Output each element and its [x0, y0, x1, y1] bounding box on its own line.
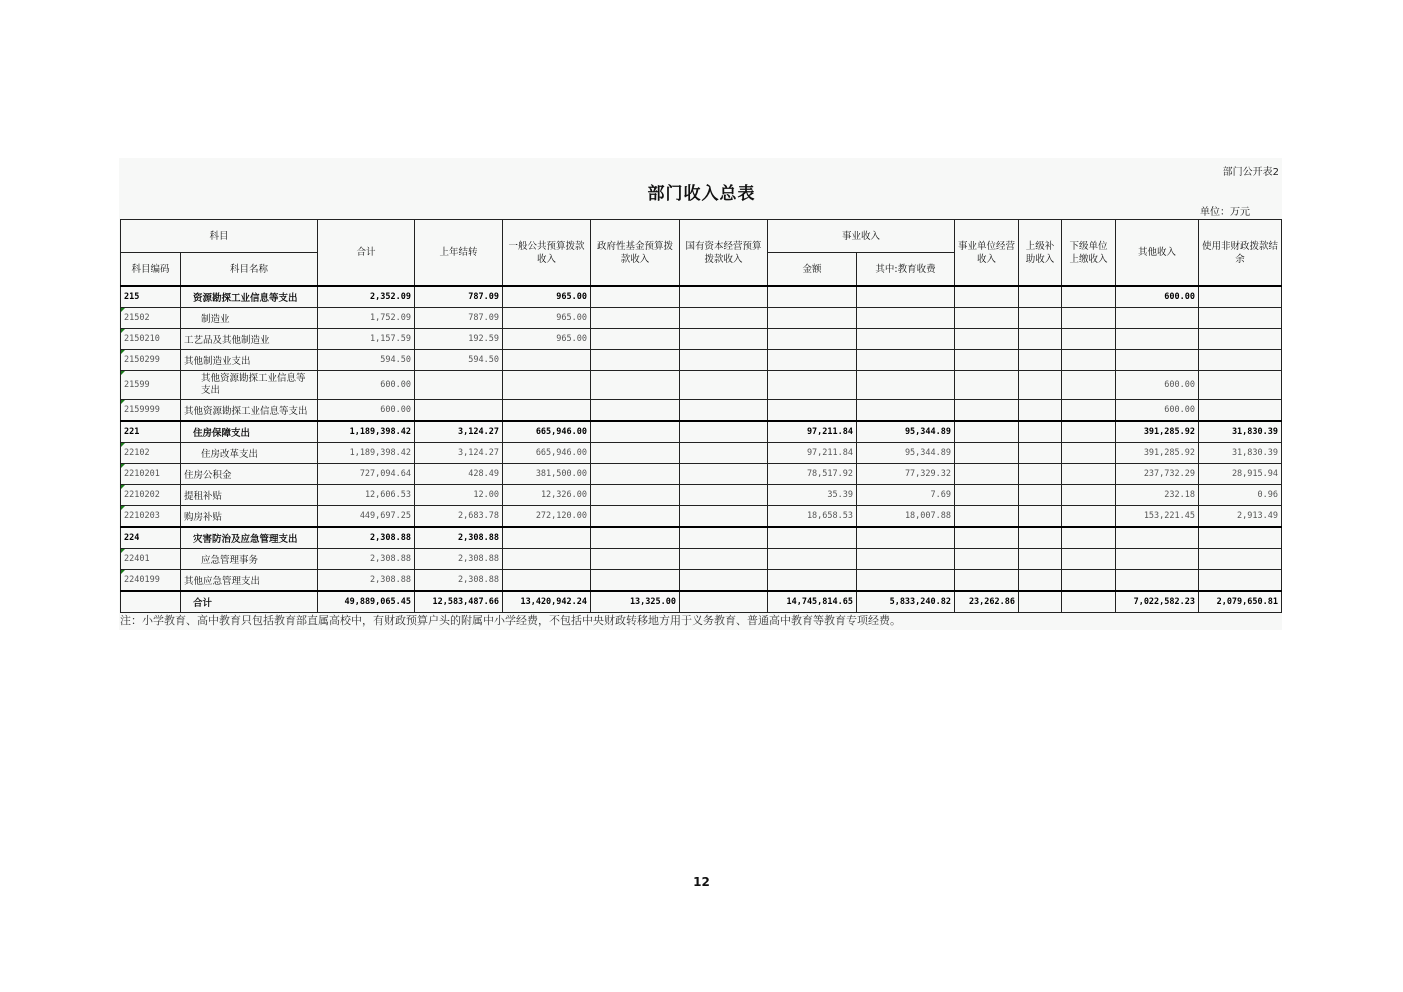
- cell-nonfiscal: [1199, 286, 1282, 308]
- cell-amount: [768, 286, 857, 308]
- cell-operating: [955, 549, 1019, 570]
- cell-other: 600.00: [1116, 400, 1199, 422]
- cell-superior: [1019, 308, 1062, 329]
- cell-name: 其他制造业支出: [181, 350, 318, 371]
- cell-gov-fund: [591, 506, 680, 528]
- cell-nonfiscal: 0.96: [1199, 485, 1282, 506]
- cell-name: 住房公积金: [181, 464, 318, 485]
- cell-carryover: 2,683.78: [415, 506, 503, 528]
- cell-edu-fee: 95,344.89: [857, 421, 955, 443]
- table-row: [121, 286, 1282, 308]
- cell-other: [1116, 350, 1199, 371]
- header-business-income: 事业收入: [768, 220, 955, 253]
- cell-nonfiscal: [1199, 371, 1282, 400]
- total-other: 7,022,582.23: [1116, 591, 1199, 613]
- cell-carryover: 2,308.88: [415, 527, 503, 549]
- cell-gov-fund: [591, 527, 680, 549]
- cell-amount: [768, 371, 857, 400]
- cell-total: 1,189,398.42: [318, 443, 415, 464]
- cell-code: [121, 485, 181, 506]
- cell-amount: [768, 400, 857, 422]
- cell-operating: [955, 350, 1019, 371]
- cell-marker-icon: [121, 570, 125, 574]
- table-row: [121, 570, 1282, 592]
- cell-total: 594.50: [318, 350, 415, 371]
- total-carryover: 12,583,487.66: [415, 591, 503, 613]
- cell-edu-fee: [857, 350, 955, 371]
- cell-general: 965.00: [503, 329, 591, 350]
- cell-code-text: 2159999: [124, 405, 160, 415]
- cell-state-cap: [680, 371, 768, 400]
- form-number: 部门公开表2: [1222, 167, 1279, 178]
- cell-amount: [768, 570, 857, 592]
- cell-state-cap: [680, 350, 768, 371]
- cell-nonfiscal: 31,830.39: [1199, 443, 1282, 464]
- cell-gov-fund: [591, 371, 680, 400]
- cell-carryover: 2,308.88: [415, 570, 503, 592]
- cell-marker-icon: [121, 506, 125, 510]
- cell-code: [121, 443, 181, 464]
- table-row: [121, 464, 1282, 485]
- cell-total: 727,094.64: [318, 464, 415, 485]
- cell-state-cap: [680, 527, 768, 549]
- header-edu-fee: 其中:教育收费: [857, 253, 955, 287]
- cell-amount: [768, 329, 857, 350]
- table-row: [121, 485, 1282, 506]
- cell-other: 391,285.92: [1116, 443, 1199, 464]
- cell-code: [121, 527, 181, 549]
- cell-general: [503, 527, 591, 549]
- cell-superior: [1019, 549, 1062, 570]
- table-row: [121, 549, 1282, 570]
- cell-code-text: 2240199: [124, 575, 160, 585]
- cell-total: 1,189,398.42: [318, 421, 415, 443]
- cell-amount: [768, 549, 857, 570]
- total-amount: 14,745,814.65: [768, 591, 857, 613]
- cell-state-cap: [680, 286, 768, 308]
- cell-general: 12,326.00: [503, 485, 591, 506]
- header-subject: 科目: [121, 220, 318, 253]
- cell-superior: [1019, 371, 1062, 400]
- cell-general: 665,946.00: [503, 443, 591, 464]
- header-other: 其他收入: [1116, 220, 1199, 287]
- cell-state-cap: [680, 464, 768, 485]
- cell-name: 其他资源勘探工业信息等支出: [181, 400, 318, 422]
- cell-other: 153,221.45: [1116, 506, 1199, 528]
- cell-operating: [955, 464, 1019, 485]
- cell-name: 工艺品及其他制造业: [181, 329, 318, 350]
- cell-superior: [1019, 527, 1062, 549]
- cell-subordinate: [1062, 527, 1116, 549]
- cell-total: 600.00: [318, 400, 415, 422]
- cell-name: 资源勘探工业信息等支出: [181, 286, 318, 308]
- cell-gov-fund: [591, 286, 680, 308]
- cell-nonfiscal: [1199, 549, 1282, 570]
- cell-gov-fund: [591, 308, 680, 329]
- table-row: [121, 329, 1282, 350]
- cell-edu-fee: 77,329.32: [857, 464, 955, 485]
- cell-gov-fund: [591, 485, 680, 506]
- footnote: 注：小学教育、高中教育只包括教育部直属高校中，有财政预算户头的附属中小学经费，不包括中央财政转移地方用于义务教育、普通高中教育等教育专项经费。: [120, 614, 901, 627]
- cell-name: 住房改革支出: [181, 443, 318, 464]
- table-row: [121, 308, 1282, 329]
- table-row: [121, 506, 1282, 528]
- cell-code: [121, 549, 181, 570]
- cell-total: 2,352.09: [318, 286, 415, 308]
- cell-subordinate: [1062, 506, 1116, 528]
- header-gov-fund: 政府性基金预算拨款收入: [591, 220, 680, 287]
- total-nonfiscal: 2,079,650.81: [1199, 591, 1282, 613]
- cell-name: 住房保障支出: [181, 421, 318, 443]
- cell-total: 1,157.59: [318, 329, 415, 350]
- cell-code: [121, 350, 181, 371]
- cell-edu-fee: [857, 400, 955, 422]
- cell-other: [1116, 527, 1199, 549]
- cell-subordinate: [1062, 350, 1116, 371]
- header-carryover: 上年结转: [415, 220, 503, 287]
- cell-total: 12,606.53: [318, 485, 415, 506]
- cell-code: [121, 308, 181, 329]
- total-row: [121, 591, 1282, 613]
- cell-marker-icon: [121, 308, 125, 312]
- cell-carryover: 787.09: [415, 286, 503, 308]
- cell-state-cap: [680, 329, 768, 350]
- cell-amount: 78,517.92: [768, 464, 857, 485]
- cell-code: [121, 464, 181, 485]
- cell-operating: [955, 485, 1019, 506]
- cell-subordinate: [1062, 549, 1116, 570]
- cell-operating: [955, 570, 1019, 592]
- cell-carryover: [415, 400, 503, 422]
- cell-total: 2,308.88: [318, 527, 415, 549]
- cell-code-text: 2150299: [124, 355, 160, 365]
- cell-nonfiscal: 31,830.39: [1199, 421, 1282, 443]
- cell-subordinate: [1062, 329, 1116, 350]
- header-subordinate: 下级单位上缴收入: [1062, 220, 1116, 287]
- cell-code-text: 2150210: [124, 334, 160, 344]
- cell-code: [121, 286, 181, 308]
- cell-superior: [1019, 421, 1062, 443]
- cell-total: 600.00: [318, 371, 415, 400]
- cell-code-text: 22102: [124, 448, 150, 458]
- cell-code-text: 2210203: [124, 511, 160, 521]
- cell-state-cap: [680, 443, 768, 464]
- header-operating: 事业单位经营收入: [955, 220, 1019, 287]
- table-row: [121, 400, 1282, 422]
- cell-amount: [768, 350, 857, 371]
- total-operating: 23,262.86: [955, 591, 1019, 613]
- total-total: 49,889,065.45: [318, 591, 415, 613]
- page-number: 12: [693, 875, 710, 889]
- header-total: 合计: [318, 220, 415, 287]
- table-row: [121, 421, 1282, 443]
- cell-subordinate: [1062, 570, 1116, 592]
- table-row: [121, 350, 1282, 371]
- cell-name: 灾害防治及应急管理支出: [181, 527, 318, 549]
- cell-general: 381,500.00: [503, 464, 591, 485]
- cell-operating: [955, 329, 1019, 350]
- cell-edu-fee: [857, 371, 955, 400]
- cell-operating: [955, 400, 1019, 422]
- cell-code: [121, 400, 181, 422]
- cell-edu-fee: [857, 549, 955, 570]
- cell-state-cap: [680, 400, 768, 422]
- cell-gov-fund: [591, 464, 680, 485]
- cell-operating: [955, 443, 1019, 464]
- cell-edu-fee: 95,344.89: [857, 443, 955, 464]
- cell-carryover: 3,124.27: [415, 421, 503, 443]
- page-title: 部门收入总表: [647, 184, 756, 204]
- cell-general: [503, 549, 591, 570]
- cell-nonfiscal: 28,915.94: [1199, 464, 1282, 485]
- cell-carryover: 2,308.88: [415, 549, 503, 570]
- cell-amount: 97,211.84: [768, 421, 857, 443]
- cell-operating: [955, 308, 1019, 329]
- cell-code: [121, 591, 181, 613]
- cell-state-cap: [680, 506, 768, 528]
- cell-general: [503, 400, 591, 422]
- cell-subordinate: [1062, 286, 1116, 308]
- cell-edu-fee: [857, 570, 955, 592]
- cell-superior: [1019, 443, 1062, 464]
- cell-code: [121, 329, 181, 350]
- cell-code: [121, 570, 181, 592]
- cell-marker-icon: [121, 464, 125, 468]
- cell-gov-fund: [591, 350, 680, 371]
- cell-gov-fund: [591, 329, 680, 350]
- cell-carryover: 594.50: [415, 350, 503, 371]
- cell-superior: [1019, 329, 1062, 350]
- cell-gov-fund: [591, 570, 680, 592]
- cell-code-text: 22401: [124, 554, 150, 564]
- header-amount: 金额: [768, 253, 857, 287]
- cell-state-cap: [680, 308, 768, 329]
- cell-subordinate: [1062, 464, 1116, 485]
- cell-other: 600.00: [1116, 286, 1199, 308]
- cell-other: [1116, 570, 1199, 592]
- cell-other: [1116, 329, 1199, 350]
- cell-operating: [955, 371, 1019, 400]
- cell-superior: [1019, 506, 1062, 528]
- table-row: [121, 371, 1282, 400]
- cell-marker-icon: [121, 350, 125, 354]
- header-general-budget: 一般公共预算拨款收入: [503, 220, 591, 287]
- cell-total: 2,308.88: [318, 570, 415, 592]
- cell-gov-fund: [591, 400, 680, 422]
- header-name: 科目名称: [181, 253, 318, 287]
- cell-name: 应急管理事务: [181, 549, 318, 570]
- cell-operating: [955, 286, 1019, 308]
- cell-nonfiscal: [1199, 527, 1282, 549]
- table-row: [121, 443, 1282, 464]
- total-superior: [1019, 591, 1062, 613]
- cell-edu-fee: [857, 329, 955, 350]
- cell-total: 449,697.25: [318, 506, 415, 528]
- cell-total: 1,752.09: [318, 308, 415, 329]
- total-gov-fund: 13,325.00: [591, 591, 680, 613]
- cell-superior: [1019, 485, 1062, 506]
- cell-amount: 35.39: [768, 485, 857, 506]
- total-label: 合计: [181, 591, 318, 613]
- cell-marker-icon: [121, 371, 125, 375]
- cell-nonfiscal: [1199, 308, 1282, 329]
- cell-code-text: 221: [124, 427, 140, 437]
- cell-carryover: 787.09: [415, 308, 503, 329]
- cell-gov-fund: [591, 421, 680, 443]
- cell-superior: [1019, 464, 1062, 485]
- cell-amount: [768, 527, 857, 549]
- cell-other: 600.00: [1116, 371, 1199, 400]
- cell-subordinate: [1062, 308, 1116, 329]
- header-nonfiscal: 使用非财政拨款结余: [1199, 220, 1282, 287]
- cell-gov-fund: [591, 549, 680, 570]
- cell-state-cap: [680, 421, 768, 443]
- cell-code: [121, 506, 181, 528]
- cell-state-cap: [680, 570, 768, 592]
- cell-marker-icon: [121, 329, 125, 333]
- cell-superior: [1019, 400, 1062, 422]
- cell-marker-icon: [121, 400, 125, 404]
- cell-nonfiscal: 2,913.49: [1199, 506, 1282, 528]
- cell-operating: [955, 421, 1019, 443]
- cell-marker-icon: [121, 443, 125, 447]
- cell-nonfiscal: [1199, 350, 1282, 371]
- total-state-cap: [680, 591, 768, 613]
- total-edu-fee: 5,833,240.82: [857, 591, 955, 613]
- cell-carryover: [415, 371, 503, 400]
- cell-nonfiscal: [1199, 329, 1282, 350]
- cell-subordinate: [1062, 400, 1116, 422]
- cell-code: [121, 421, 181, 443]
- cell-marker-icon: [121, 549, 125, 553]
- cell-state-cap: [680, 549, 768, 570]
- cell-amount: 97,211.84: [768, 443, 857, 464]
- cell-code-text: 2210202: [124, 490, 160, 500]
- cell-edu-fee: [857, 308, 955, 329]
- cell-superior: [1019, 570, 1062, 592]
- cell-subordinate: [1062, 485, 1116, 506]
- cell-code-text: 215: [124, 292, 140, 302]
- cell-carryover: 192.59: [415, 329, 503, 350]
- header-code: 科目编码: [121, 253, 181, 287]
- cell-name: 制造业: [181, 308, 318, 329]
- cell-amount: [768, 308, 857, 329]
- cell-operating: [955, 506, 1019, 528]
- cell-other: [1116, 308, 1199, 329]
- total-general: 13,420,942.24: [503, 591, 591, 613]
- cell-edu-fee: [857, 286, 955, 308]
- cell-carryover: 428.49: [415, 464, 503, 485]
- cell-operating: [955, 527, 1019, 549]
- cell-edu-fee: 18,007.88: [857, 506, 955, 528]
- cell-other: [1116, 549, 1199, 570]
- cell-general: [503, 371, 591, 400]
- cell-name: 购房补贴: [181, 506, 318, 528]
- cell-code-text: 21502: [124, 313, 150, 323]
- cell-code-text: 224: [124, 533, 140, 543]
- cell-state-cap: [680, 485, 768, 506]
- cell-superior: [1019, 350, 1062, 371]
- cell-other: 232.18: [1116, 485, 1199, 506]
- cell-carryover: 3,124.27: [415, 443, 503, 464]
- header-state-capital: 国有资本经营预算拨款收入: [680, 220, 768, 287]
- cell-name: 其他资源勘探工业信息等支出: [181, 371, 318, 400]
- income-summary-table: [120, 219, 1282, 613]
- cell-other: 391,285.92: [1116, 421, 1199, 443]
- unit-label: 单位：万元: [1200, 207, 1250, 218]
- cell-nonfiscal: [1199, 400, 1282, 422]
- cell-amount: 18,658.53: [768, 506, 857, 528]
- cell-general: [503, 350, 591, 371]
- cell-carryover: 12.00: [415, 485, 503, 506]
- cell-name: 提租补贴: [181, 485, 318, 506]
- cell-general: 965.00: [503, 286, 591, 308]
- cell-general: 272,120.00: [503, 506, 591, 528]
- cell-edu-fee: [857, 527, 955, 549]
- cell-subordinate: [1062, 371, 1116, 400]
- cell-nonfiscal: [1199, 570, 1282, 592]
- cell-subordinate: [1062, 443, 1116, 464]
- header-superior-subsidy: 上级补助收入: [1019, 220, 1062, 287]
- cell-name: 其他应急管理支出: [181, 570, 318, 592]
- cell-superior: [1019, 286, 1062, 308]
- table-row: [121, 527, 1282, 549]
- cell-marker-icon: [121, 485, 125, 489]
- cell-total: 2,308.88: [318, 549, 415, 570]
- cell-general: 665,946.00: [503, 421, 591, 443]
- cell-code: [121, 371, 181, 400]
- cell-general: [503, 570, 591, 592]
- cell-subordinate: [1062, 421, 1116, 443]
- cell-code-text: 2210201: [124, 469, 160, 479]
- cell-other: 237,732.29: [1116, 464, 1199, 485]
- cell-code-text: 21599: [124, 380, 150, 390]
- total-subordinate: [1062, 591, 1116, 613]
- cell-gov-fund: [591, 443, 680, 464]
- cell-general: 965.00: [503, 308, 591, 329]
- cell-edu-fee: 7.69: [857, 485, 955, 506]
